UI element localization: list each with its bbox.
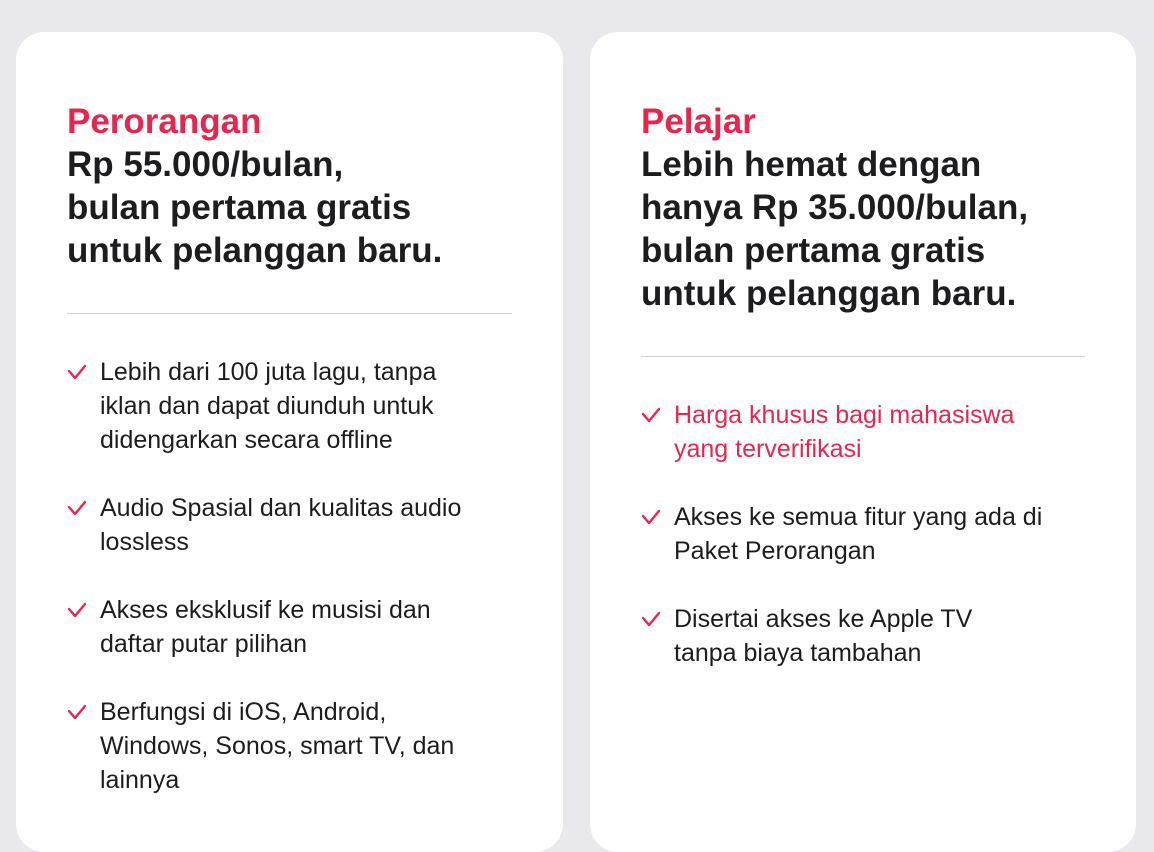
feature-text-line: lossless [100, 528, 189, 556]
feature-text-line: lainnya [100, 766, 180, 794]
feature-text-line: daftar putar pilihan [100, 630, 308, 658]
plan-name: Pelajar [641, 102, 756, 141]
feature-text [100, 695, 454, 797]
divider [641, 356, 1085, 357]
feature-item [67, 491, 512, 559]
feature-text-line: tanpa biaya tambahan [674, 639, 922, 667]
feature-text-line: didengarkan secara offline [100, 426, 393, 454]
feature-text-line: Paket Perorangan [674, 537, 876, 565]
feature-item [641, 398, 1085, 466]
plan-headline-line: bulan pertama gratis [67, 188, 412, 227]
divider [67, 313, 512, 314]
feature-text [100, 355, 436, 457]
feature-text-line: Lebih dari 100 juta lagu, tanpa [100, 358, 437, 386]
plan-headline-line: hanya Rp 35.000/bulan, [641, 188, 1029, 227]
checkmark-icon [67, 491, 89, 525]
feature-text-line: Akses eksklusif ke musisi dan [100, 596, 431, 624]
feature-list [641, 398, 1085, 670]
feature-item [641, 500, 1085, 568]
plan-headline-line: Lebih hemat dengan [641, 145, 982, 184]
checkmark-icon [641, 398, 663, 432]
feature-text-line: Harga khusus bagi mahasiswa [674, 401, 1015, 429]
checkmark-icon [67, 355, 89, 389]
plan-card-pelajar [590, 32, 1136, 852]
checkmark-icon [67, 593, 89, 627]
plan-card-perorangan [16, 32, 563, 852]
feature-text-line: Windows, Sonos, smart TV, dan [100, 732, 455, 760]
plan-headline [641, 143, 1085, 315]
feature-text-line: Audio Spasial dan kualitas audio [100, 494, 462, 522]
feature-text-line: Disertai akses ke Apple TV [674, 605, 973, 633]
checkmark-icon [67, 695, 89, 729]
plan-headline-line: untuk pelanggan baru. [641, 274, 1017, 313]
plan-headline-line: untuk pelanggan baru. [67, 231, 443, 270]
feature-text [100, 593, 431, 661]
feature-text-highlight [674, 398, 1014, 466]
feature-list [67, 355, 512, 797]
feature-text-line: Berfungsi di iOS, Android, [100, 698, 387, 726]
plan-name: Perorangan [67, 102, 262, 141]
plan-headline-line: Rp 55.000/bulan, [67, 145, 344, 184]
plan-headline-line: bulan pertama gratis [641, 231, 986, 270]
feature-item [67, 593, 512, 661]
feature-text [674, 602, 972, 670]
feature-text-line: iklan dan dapat diunduh untuk [100, 392, 434, 420]
feature-item [67, 695, 512, 797]
feature-text-line: Akses ke semua fitur yang ada di [674, 503, 1043, 531]
checkmark-icon [641, 602, 663, 636]
checkmark-icon [641, 500, 663, 534]
feature-text-line: yang terverifikasi [674, 435, 862, 463]
plan-headline [67, 143, 512, 272]
feature-item [67, 355, 512, 457]
feature-item [641, 602, 1085, 670]
feature-text [100, 491, 461, 559]
feature-text [674, 500, 1042, 568]
